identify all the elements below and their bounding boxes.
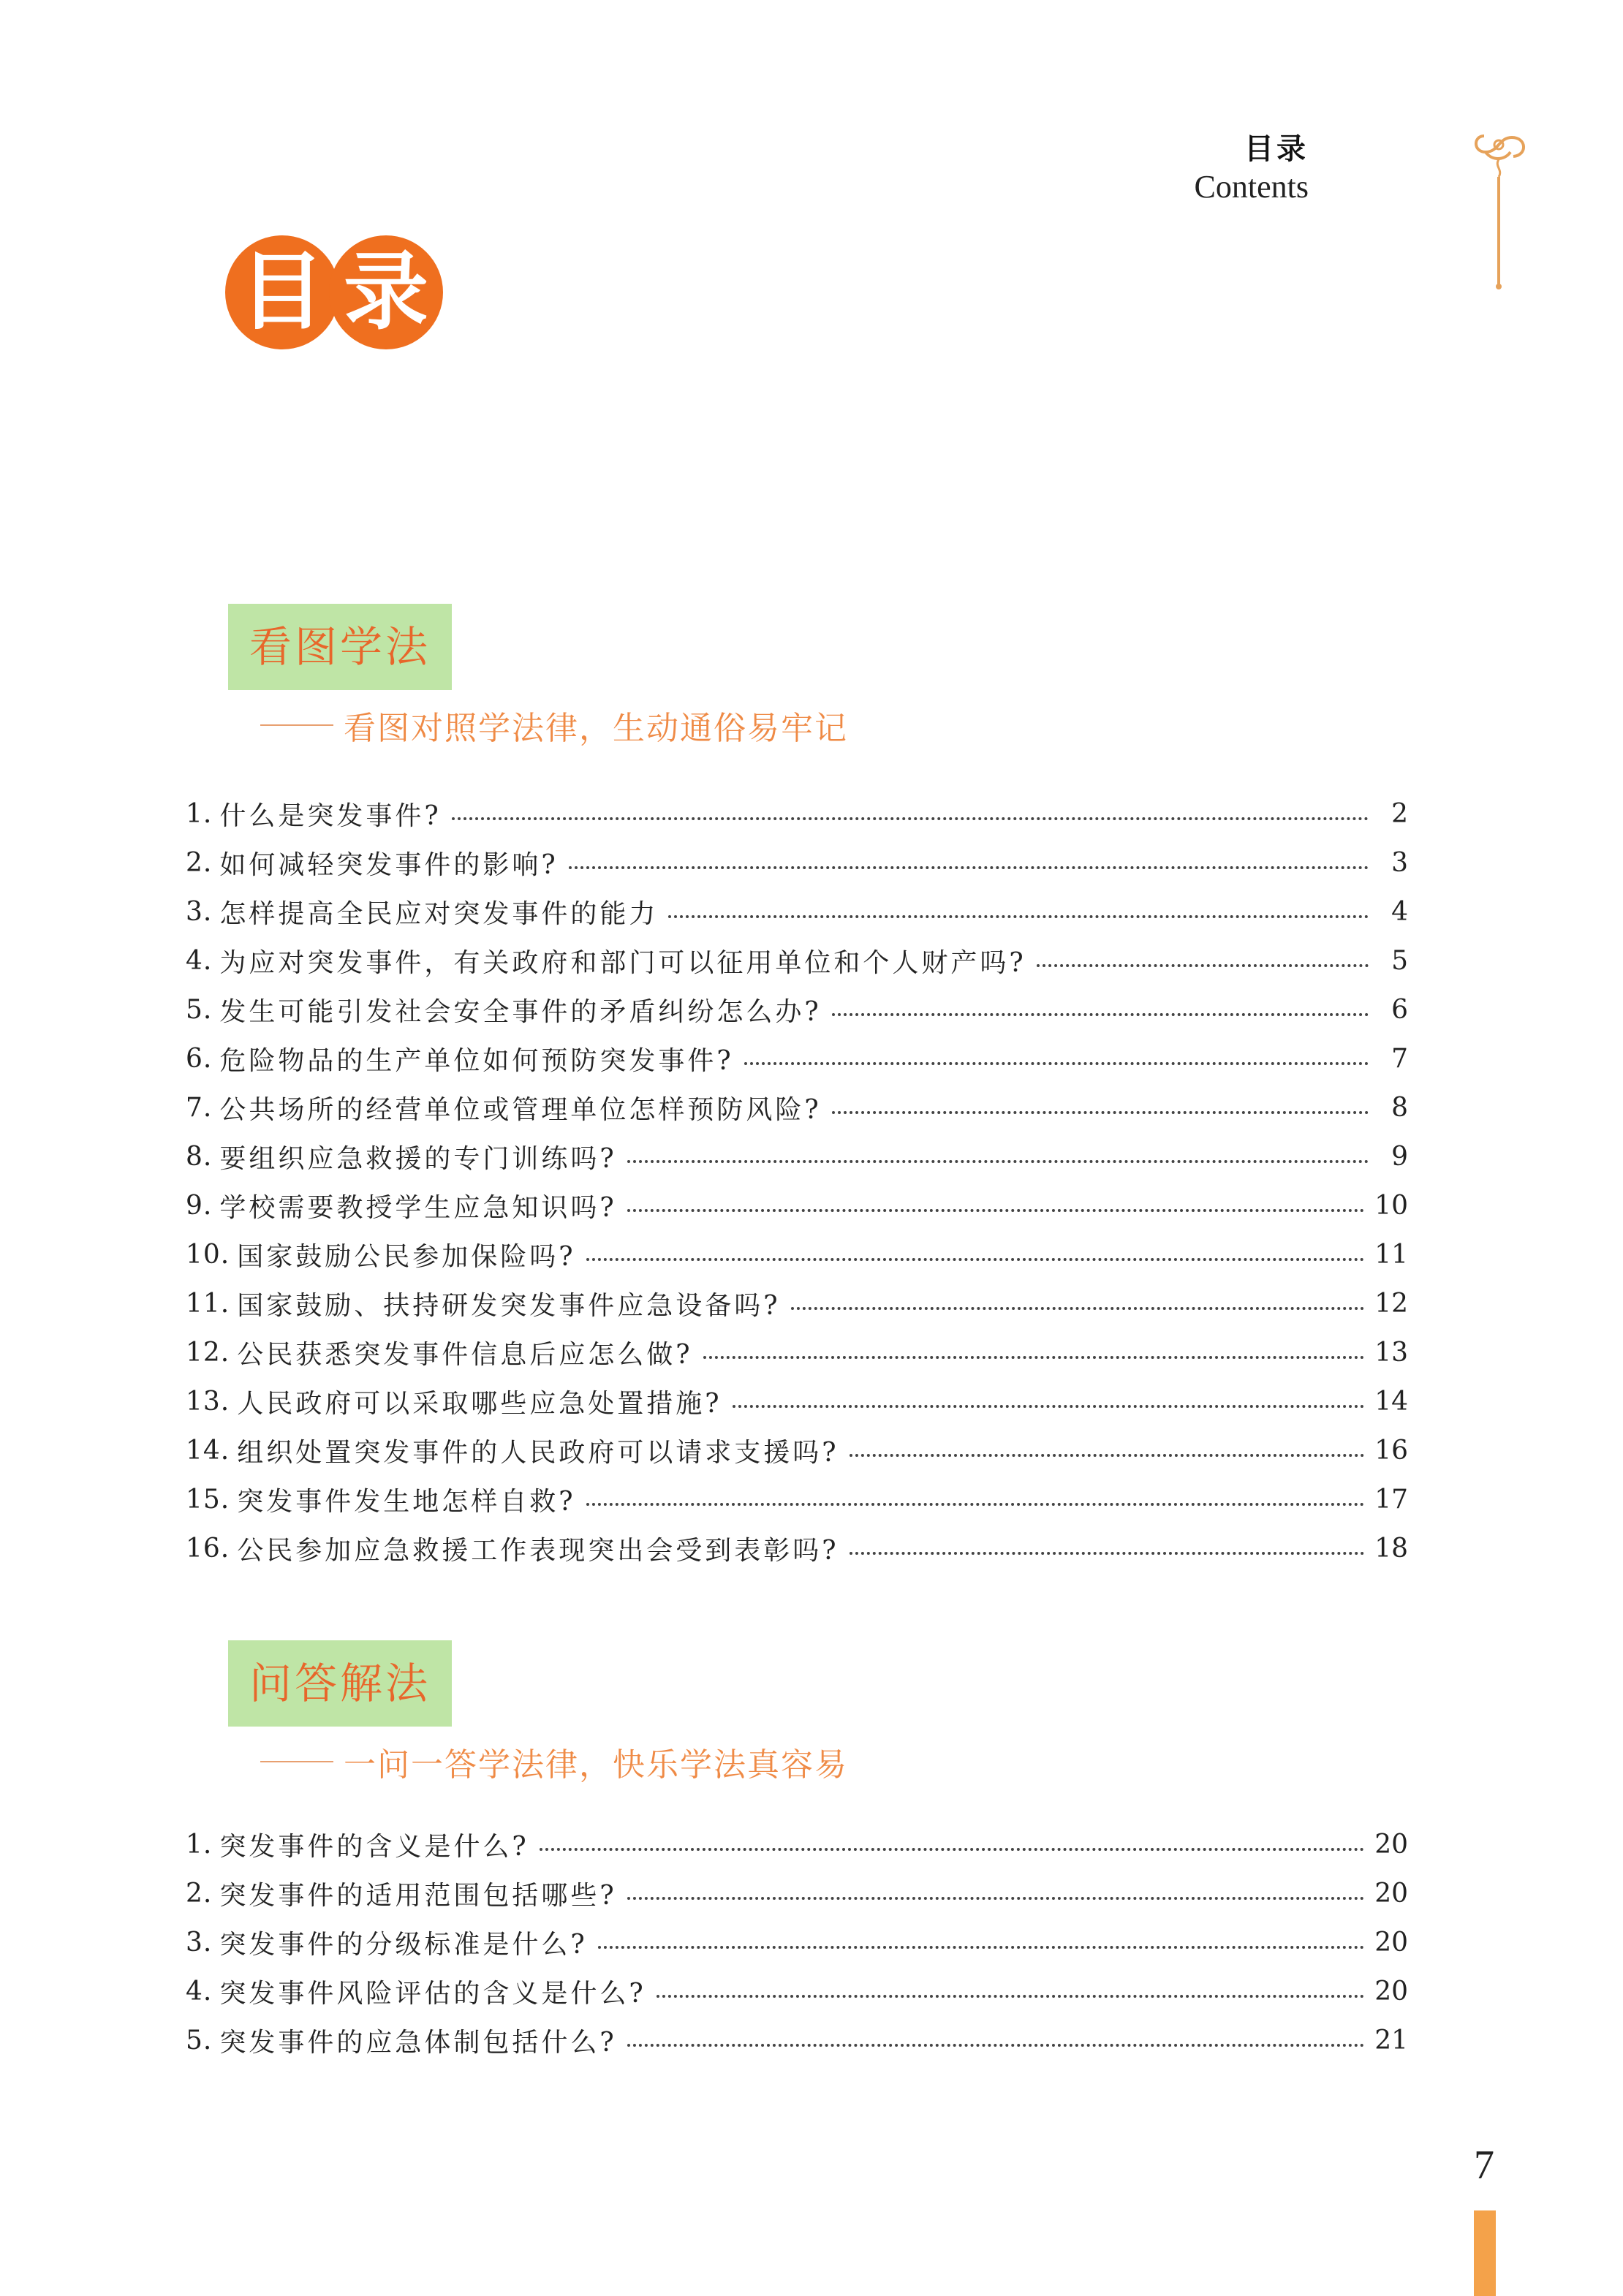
toc-entry[interactable] [186,1524,1408,1573]
toc-entry-title: 发生可能引发社会安全事件的矛盾纠纷怎么办? [219,997,822,1027]
toc-entry[interactable] [186,2016,1408,2065]
toc-leader-dots [733,1405,1365,1408]
toc-entry-page: 7 [1391,1044,1408,1074]
toc-entry-title: 为应对突发事件，有关政府和部门可以征用单位和个人财产吗? [219,948,1026,978]
toc-leader-dots [850,1552,1365,1555]
toc-entry[interactable] [186,1279,1408,1328]
toc-entry-number: 9. [186,1191,213,1221]
toc-entry-number: 3. [186,897,213,927]
toc-entry-title: 突发事件的分级标准是什么? [219,1930,588,1960]
toc-entry-number: 16. [186,1534,230,1564]
header-title-cn: 目录 [1244,132,1309,166]
toc-leader-dots [668,915,1369,918]
toc-entry[interactable] [186,1475,1408,1524]
toc-entry-number: 7. [186,1093,213,1123]
toc-entry-page: 6 [1391,995,1408,1025]
toc-entry-title: 公民获悉突发事件信息后应怎么做? [237,1340,693,1370]
toc-leader-dots [791,1307,1365,1310]
toc-entry-number: 13. [186,1387,230,1417]
toc-leader-dots [657,1995,1365,1998]
toc-leader-dots [452,817,1369,820]
toc-entry-page: 17 [1374,1485,1408,1515]
toc-entry-title: 突发事件的含义是什么? [219,1832,529,1862]
page-title [225,235,444,349]
toc-entry-title: 公共场所的经营单位或管理单位怎样预防风险? [219,1095,822,1125]
toc-leader-dots [627,1897,1365,1900]
section-tag-wendajiefa: 问答解法 [228,1640,452,1727]
toc-entry[interactable] [186,1967,1408,2016]
toc-leader-dots [832,1111,1369,1114]
toc-leader-dots [850,1454,1365,1457]
toc-entry[interactable] [186,1328,1408,1377]
toc-entry-title: 公民参加应急救援工作表现突出会受到表彰吗? [237,1536,839,1566]
toc-leader-dots [627,1160,1369,1163]
toc-entry[interactable] [186,1820,1408,1869]
toc-entry-number: 1. [186,1830,213,1860]
title-char-circle: 录 [329,235,443,349]
toc-entry-number: 11. [186,1289,230,1319]
subtitle-dash [260,724,333,726]
toc-entry[interactable] [186,1918,1408,1967]
toc-entry-page: 4 [1391,897,1408,927]
section-subtitle [260,703,848,747]
toc-leader-dots [586,1258,1365,1261]
toc-entry[interactable] [186,1083,1408,1132]
toc-entry-number: 2. [186,848,213,878]
toc-entry-title: 突发事件发生地怎样自救? [237,1487,576,1517]
toc-entry[interactable] [186,936,1408,985]
toc-leader-dots [832,1013,1369,1016]
toc-entry-page: 18 [1374,1534,1408,1564]
toc-entry-number: 4. [186,1977,213,2007]
toc-entry[interactable] [186,985,1408,1034]
toc-entry-page: 2 [1391,799,1408,829]
toc-leader-dots [1037,964,1369,967]
toc-entry-number: 4. [186,946,213,976]
toc-entry-title: 要组织应急救援的专门训练吗? [219,1144,617,1174]
toc-entry-number: 6. [186,1044,213,1074]
toc-entry[interactable] [186,789,1408,838]
toc-entry-title: 学校需要教授学生应急知识吗? [219,1193,617,1223]
toc-entry-title: 突发事件的适用范围包括哪些? [219,1881,617,1911]
toc-entry-page: 20 [1374,1977,1408,2007]
toc-leader-dots [569,866,1369,869]
toc-leader-dots [703,1356,1365,1359]
toc-leader-dots [586,1503,1365,1506]
toc-entry-title: 人民政府可以采取哪些应急处置措施? [237,1389,722,1419]
toc-entry-title: 国家鼓励、扶持研发突发事件应急设备吗? [237,1291,781,1321]
subtitle-text: 一问一答学法律，快乐学法真容易 [344,1746,848,1784]
section-subtitle [260,1740,848,1784]
toc-entry-page: 5 [1391,946,1408,976]
toc-entry-number: 12. [186,1338,230,1368]
toc-entry-page: 8 [1391,1093,1408,1123]
toc-entry-title: 突发事件的应急体制包括什么? [219,2028,617,2058]
toc-list-section-2 [186,1820,1408,2065]
toc-leader-dots [540,1848,1365,1851]
toc-entry[interactable] [186,1426,1408,1475]
toc-entry-title: 怎样提高全民应对突发事件的能力 [219,899,659,929]
toc-entry-number: 1. [186,799,213,829]
toc-leader-dots [598,1946,1365,1949]
toc-entry-page: 9 [1391,1142,1408,1172]
page-number: 7 [1474,2142,1494,2188]
toc-entry-number: 14. [186,1436,230,1466]
toc-entry-number: 2. [186,1879,213,1909]
toc-leader-dots [627,1209,1365,1212]
toc-entry[interactable] [186,1377,1408,1426]
header-title-en: Contents [1194,169,1309,205]
scroll-ornament-icon [1469,123,1535,291]
toc-entry-number: 3. [186,1928,213,1958]
running-header [1195,132,1309,208]
toc-entry-page: 20 [1374,1928,1408,1958]
toc-entry-page: 11 [1374,1240,1408,1270]
toc-entry-page: 12 [1374,1289,1408,1319]
toc-leader-dots [627,2044,1365,2047]
toc-entry-page: 16 [1374,1436,1408,1466]
toc-entry-title: 组织处置突发事件的人民政府可以请求支援吗? [237,1438,839,1468]
toc-entry-title: 如何减轻突发事件的影响? [219,850,559,880]
title-char-circle: 目 [225,235,339,349]
subtitle-text: 看图对照学法律，生动通俗易牢记 [344,710,848,747]
toc-entry-number: 15. [186,1485,230,1515]
subtitle-dash [260,1761,333,1762]
toc-entry[interactable] [186,1132,1408,1181]
toc-entry-page: 3 [1391,848,1408,878]
toc-entry-title: 突发事件风险评估的含义是什么? [219,1979,646,2009]
toc-entry[interactable] [186,1034,1408,1083]
page-edge-bar [1474,2210,1496,2296]
toc-entry[interactable] [186,1181,1408,1230]
toc-entry-number: 8. [186,1142,213,1172]
toc-entry[interactable] [186,1869,1408,1918]
toc-entry-page: 14 [1374,1387,1408,1417]
toc-entry-title: 危险物品的生产单位如何预防突发事件? [219,1046,734,1076]
toc-leader-dots [744,1062,1369,1065]
toc-entry-title: 国家鼓励公民参加保险吗? [237,1242,576,1272]
toc-entry-number: 5. [186,2026,213,2056]
toc-entry[interactable] [186,1230,1408,1279]
toc-entry-page: 20 [1374,1879,1408,1909]
toc-entry-number: 5. [186,995,213,1025]
toc-entry-page: 10 [1374,1191,1408,1221]
toc-entry[interactable] [186,887,1408,936]
toc-entry-number: 10. [186,1240,230,1270]
toc-entry-page: 13 [1374,1338,1408,1368]
toc-entry[interactable] [186,838,1408,887]
toc-entry-page: 20 [1374,1830,1408,1860]
toc-entry-page: 21 [1374,2026,1408,2056]
section-tag-kantuxuefa: 看图学法 [228,604,452,690]
toc-entry-title: 什么是突发事件? [219,801,442,831]
toc-list-section-1 [186,789,1408,1573]
